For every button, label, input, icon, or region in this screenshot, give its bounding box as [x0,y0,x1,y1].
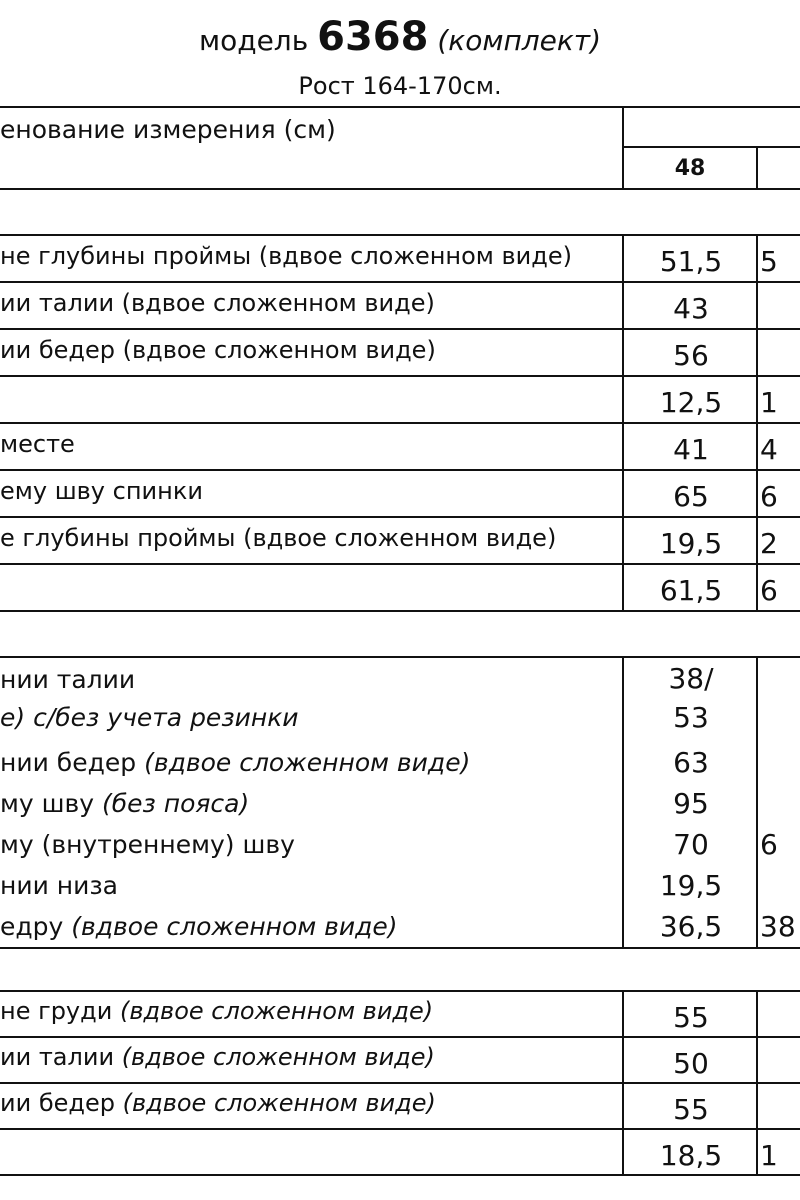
row-value-48: 55 [673,1001,709,1034]
row-value-next: 1 [760,386,778,419]
model-prefix: модель [198,24,309,57]
row-label-note: (вдвое сложенном виде) [119,997,434,1025]
row-label: ии талии (вдвое сложенном виде) [0,289,435,317]
row-value-next: 4 [760,433,778,466]
col-divider-2 [756,656,758,949]
row-value-48: 61,5 [659,574,723,607]
row-value-48: 12,5 [659,386,723,419]
model-number: 6368 [317,14,429,60]
size-header-48: 48 [674,156,706,181]
section-2-bottom-border [0,947,800,949]
row-label-text: му шву [0,789,102,818]
row-value-next: 6 [760,828,778,861]
row-value-next: 6 [760,574,778,607]
row-label: не глубины проймы (вдвое сложенном виде) [0,242,572,270]
row-label [0,783,618,824]
row-value-48: 41 [673,433,709,466]
row-value-48-line-2: 53 [673,701,709,734]
row-label-text: му (внутреннему) шву [0,830,295,859]
col-divider-2 [756,234,758,612]
row-label [0,906,618,947]
model-suffix: (комплект) [437,24,602,57]
row-label-note: (вдвое сложенном виде) [122,1089,436,1117]
row-value-next: 2 [760,527,778,560]
row-label [0,865,618,906]
row-value-next: 5 [760,245,778,278]
row-label [0,1130,618,1172]
col-divider-1 [622,656,624,949]
row-label-note: (вдвое сложенном виде) [144,748,471,777]
row-value-48: 51,5 [659,245,723,278]
row-value-next [760,330,800,375]
height-range: Рост 164-170см. [298,72,502,100]
row-value-48: 95 [673,787,709,820]
row-label [0,1084,618,1126]
row-label-line-2: е) с/без учета резинки [0,703,299,732]
row-label-note: (вдвое сложенном виде) [71,912,398,941]
row-label-line-1: нии талии [0,665,136,694]
row-label-text: ии бедер [0,1089,123,1117]
row-value-48: 70 [673,828,709,861]
col-divider-2 [756,990,758,1176]
row-label: е глубины проймы (вдвое сложенном виде) [0,524,557,552]
row-label-text: не груди [0,997,120,1025]
header-size-divider [756,146,758,190]
row-value-48: 18,5 [659,1139,723,1172]
row-label [0,742,618,783]
row-label-text: ии талии [0,1043,122,1071]
row-value-next: 6 [760,480,778,513]
row-label [0,992,618,1034]
row-value-next [760,992,800,1036]
col-divider-1 [622,990,624,1176]
row-value-48: 50 [673,1047,709,1080]
row-value-48: 65 [673,480,709,513]
row-label: ему шву спинки [0,477,203,505]
row-value-48: 43 [673,292,709,325]
row-value-48: 19,5 [659,527,723,560]
row-value-next [760,1084,800,1128]
col-divider-1 [622,234,624,612]
column-header-measurement: енование измерения (см) [0,115,336,144]
row-label-text: едру [0,912,72,941]
row-value-48: 19,5 [659,869,723,902]
row-value-48: 55 [673,1093,709,1126]
row-value-next [760,1038,800,1082]
row-border [0,610,800,612]
row-value-next [760,283,800,328]
row-value-next [760,740,800,781]
row-label-note: (вдвое сложенном виде) [121,1043,435,1071]
row-value-48: 63 [673,746,709,779]
header-size-border [622,146,800,148]
row-value-next: 38 [760,910,796,943]
table-top-border [0,106,800,108]
row-label [0,824,618,865]
row-label-text: нии низа [0,871,118,900]
row-border [0,1174,800,1176]
row-value-48-line-1: 38/ [668,662,714,695]
document-title [0,8,800,66]
row-value-48: 36,5 [659,910,723,943]
row-value-next: 1 [760,1139,778,1172]
row-value-next [760,781,800,822]
row-value-48: 56 [673,339,709,372]
row-label [0,1038,618,1080]
row-label-text: нии бедер [0,748,145,777]
header-bottom-border [0,188,800,190]
row-label [0,379,618,420]
row-label-note: (без пояса) [101,789,250,818]
row-label [0,567,618,608]
row-label: ии бедер (вдвое сложенном виде) [0,336,436,364]
row-value-next [760,863,800,904]
row-label: месте [0,430,75,458]
